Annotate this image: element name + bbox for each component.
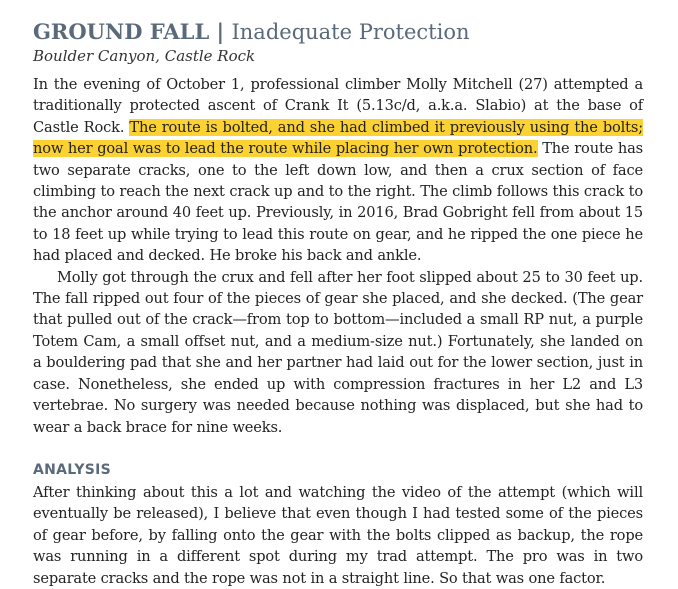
analysis-heading: ANALYSIS xyxy=(33,461,112,478)
article xyxy=(33,18,643,589)
paragraph-1 xyxy=(33,74,643,267)
paragraph-1-intro: In the evening of October 1, professional climber Molly Mitchell (27) attempted a traditionally protected ascent of Crank It (5.13c/d, a.k.a. Slabio) at the base of Castle Rock. xyxy=(33,76,643,136)
highlighted-text: The route is bolted, and she had climbed it previously using the bolts; now her goal was to lead the route while placing her own protection. xyxy=(33,118,643,158)
title-subject: Inadequate Protection xyxy=(231,20,470,44)
article-location: Boulder Canyon, Castle Rock xyxy=(33,47,256,65)
paragraph-1-rest: The route has two separate cracks, one to the left down low, and then a crux section of face climbing to reach the next crack up and to the right. The climb follows this crack to the anchor around 40 feet up. Previously, in 2016, Brad Gobright fell from about 15 to 18 feet up while trying to lead this route on gear, and he ripped the one piece he had placed and decked. He broke his back and ankle. xyxy=(33,140,643,265)
title-separator: | xyxy=(216,19,225,44)
title-category: GROUND FALL xyxy=(33,19,210,44)
article-body xyxy=(33,74,643,589)
paragraph-3: After thinking about this a lot and watching the video of the attempt (which will eventually be released), I believe that even though I had tested some of the pieces of gear before, by falling onto the gear with the bolts clipped as backup, the rope was running in a different spot during my trad attempt. The pro was in two separate cracks and the rope was not in a straight line. So that was one factor. xyxy=(33,483,643,587)
paragraph-2: Molly got through the crux and fell after her foot slipped about 25 to 30 feet up. The fall ripped out four of the pieces of gear she placed, and she decked. (The gear that pulled out of the crack—from top to bottom—included a small RP nut, a purple Totem Cam, a small offset nut, and a medium-size nut.) Fortunately, she landed on a bouldering pad that she and her partner had laid out for the lower section, just in case. Nonetheless, she ended up with compression fractures in her L2 and L3 vertebrae. No surgery was needed because nothing was displaced, but she had to wear a back brace for nine weeks. xyxy=(33,268,643,436)
article-title xyxy=(33,18,643,46)
